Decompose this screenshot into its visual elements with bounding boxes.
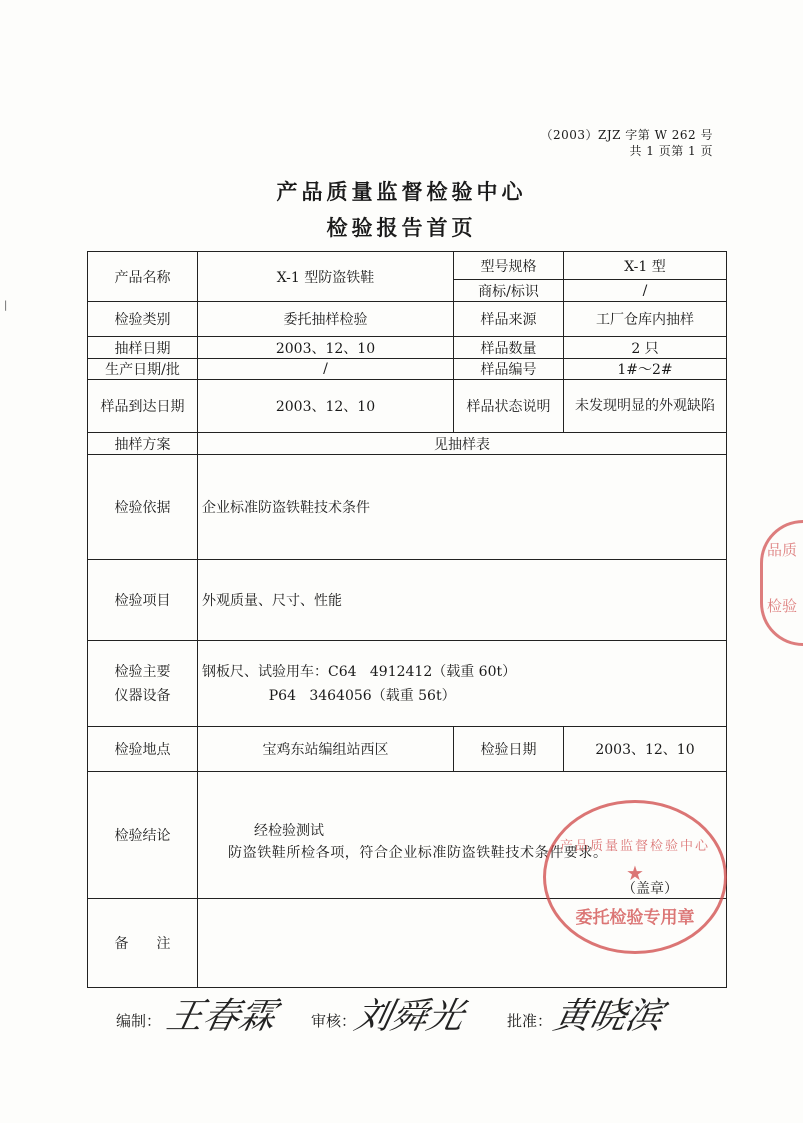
seal-ring-text: 产品质量监督检验中心	[559, 839, 710, 854]
basis-label: 检验依据	[88, 455, 198, 560]
sample-no-label: 样品编号	[454, 359, 564, 380]
sampling-plan-label: 抽样方案	[88, 433, 198, 455]
sample-qty-label: 样品数量	[454, 337, 564, 359]
production-date-label: 生产日期/批	[88, 359, 198, 380]
prepared-by-signature: 王春霖	[163, 996, 280, 1037]
remarks-label: 备 注	[88, 899, 198, 988]
basis-value: 企业标准防盗铁鞋技术条件	[198, 455, 727, 560]
sampling-date-label: 抽样日期	[88, 337, 198, 359]
sample-source-label: 样品来源	[454, 302, 564, 337]
page-info: 共 1 页第 1 页	[629, 144, 713, 158]
trademark-value: /	[564, 280, 727, 302]
inspection-date-value: 2003、12、10	[564, 727, 727, 772]
instruments-value	[198, 641, 727, 727]
model-label: 型号规格	[454, 252, 564, 280]
conclusion-line1: 经检验测试	[254, 823, 324, 839]
seam-seal-stamp	[760, 520, 803, 646]
production-date-value: /	[198, 359, 454, 380]
model-value: X-1 型	[564, 252, 727, 280]
sampling-date-value: 2003、12、10	[198, 337, 454, 359]
instruments-label-line1: 检验主要	[114, 663, 171, 680]
reviewed-by-label: 审核：	[311, 1012, 357, 1030]
product-name-label: 产品名称	[88, 252, 198, 302]
items-label: 检验项目	[88, 560, 198, 641]
seal-text: 委托检验专用章	[575, 908, 695, 928]
conclusion-label: 检验结论	[88, 772, 198, 899]
trademark-label: 商标/标识	[454, 280, 564, 302]
instruments-label	[88, 641, 198, 727]
sample-state-value: 未发现明显的外观缺陷	[564, 380, 727, 433]
document-subtitle: 检验报告首页	[326, 216, 477, 240]
items-value: 外观质量、尺寸、性能	[198, 560, 727, 641]
sampling-plan-value: 见抽样表	[198, 433, 727, 455]
sample-no-value: 1#～2#	[564, 359, 727, 380]
seal-star-icon: ★	[626, 861, 644, 885]
inspection-seal-stamp	[543, 800, 727, 954]
document-title: 产品质量监督检验中心	[276, 180, 527, 204]
conclusion-line2: 防盗铁鞋所检各项，符合企业标准防盗铁鞋技术条件要求。	[228, 845, 608, 861]
inspection-date-label: 检验日期	[454, 727, 564, 772]
instruments-label-line2: 仪器设备	[114, 687, 171, 704]
approved-by-signature: 黄晓滨	[550, 996, 667, 1037]
arrival-date-label: 样品到达日期	[88, 380, 198, 433]
instruments-line1: 钢板尺、试验用车：C64 4912412（载重 60t）	[202, 663, 517, 680]
approved-by-label: 批准：	[507, 1012, 553, 1030]
sample-qty-value: 2 只	[564, 337, 727, 359]
location-label: 检验地点	[88, 727, 198, 772]
seam-seal-line1: 品质	[767, 541, 798, 559]
sample-state-label: 样品状态说明	[454, 380, 564, 433]
arrival-date-value: 2003、12、10	[198, 380, 454, 433]
product-name-value: X-1 型防盗铁鞋	[198, 252, 454, 302]
location-value: 宝鸡东站编组站西区	[198, 727, 454, 772]
report-reference	[540, 127, 713, 159]
seal-note: （盖章）	[622, 881, 678, 897]
seam-seal-line2: 检验	[767, 597, 798, 615]
prepared-by-label: 编制：	[116, 1012, 162, 1030]
inspection-type-label: 检验类别	[88, 302, 198, 337]
inspection-type-value: 委托抽样检验	[198, 302, 454, 337]
scan-edge-mark: |	[4, 300, 8, 311]
reviewed-by-signature: 刘舜光	[351, 996, 468, 1037]
instruments-line2: P64 3464056（载重 56t）	[202, 687, 456, 704]
sample-source-value: 工厂仓库内抽样	[564, 302, 727, 337]
ref-number: （2003）ZJZ 字第 W 262 号	[540, 128, 713, 142]
